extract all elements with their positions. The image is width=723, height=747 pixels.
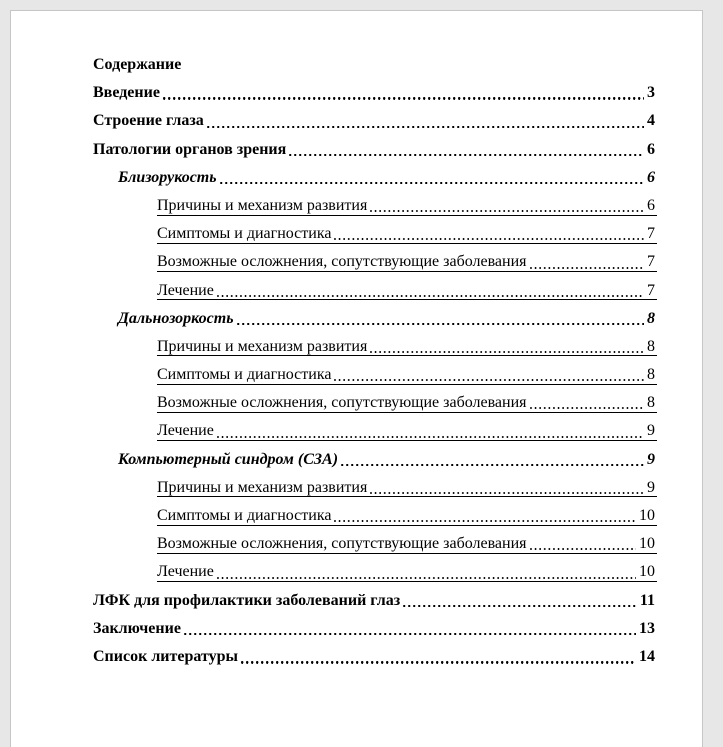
- toc-page-number: 13: [639, 619, 655, 637]
- toc-entry-label: Возможные осложнения, сопутствующие заболевания: [157, 253, 527, 271]
- toc-page-number: 7: [647, 281, 655, 299]
- toc-entry-label: Лечение: [157, 422, 214, 440]
- dot-leader: [370, 474, 644, 502]
- toc-entry-label: Возможные осложнения, сопутствующие заболевания: [157, 394, 527, 412]
- toc-entry[interactable]: [157, 361, 655, 389]
- toc-entry-label: Дальнозоркость: [118, 309, 234, 327]
- toc-entry-label: Строение глаза: [93, 112, 204, 130]
- toc-entry[interactable]: [118, 164, 655, 192]
- toc-page-number: 14: [639, 647, 655, 665]
- toc-page-number: 10: [639, 507, 655, 524]
- toc-title: Содержание: [93, 56, 182, 73]
- toc-entry[interactable]: [157, 277, 655, 305]
- toc-entry-label: Заключение: [93, 619, 181, 637]
- dot-leader: [334, 220, 644, 248]
- dot-leader: [217, 558, 636, 586]
- toc-entry-label: Введение: [93, 84, 160, 102]
- toc-entry-label: ЛФК для профилактики заболеваний глаз: [93, 591, 401, 609]
- toc-entry[interactable]: [157, 474, 655, 502]
- toc-page-number: 4: [647, 112, 655, 130]
- toc-entry[interactable]: [157, 558, 655, 586]
- toc-page-number: 6: [647, 168, 655, 186]
- document-page: [10, 10, 703, 747]
- table-of-contents: [11, 11, 702, 671]
- toc-entry-label: Патологии органов зрения: [93, 140, 287, 158]
- toc-entry[interactable]: [93, 643, 655, 671]
- toc-entry-label: Причины и механизм развития: [157, 337, 368, 355]
- toc-page-number: 7: [647, 225, 655, 243]
- toc-entry[interactable]: [157, 502, 655, 530]
- dot-leader: [334, 502, 636, 530]
- toc-page-number: 8: [647, 394, 655, 412]
- toc-entry[interactable]: [118, 446, 655, 474]
- toc-entry[interactable]: [93, 587, 655, 615]
- toc-entry-label: Симптомы и диагностика: [157, 366, 332, 384]
- dot-leader: [220, 164, 644, 192]
- toc-entry-label: Возможные осложнения, сопутствующие заболевания: [157, 535, 527, 553]
- dot-leader: [530, 530, 636, 558]
- toc-entry-label: Лечение: [157, 281, 214, 299]
- toc-page-number: 8: [647, 337, 655, 355]
- toc-page-number: 7: [647, 253, 655, 271]
- toc-page-number: 9: [647, 478, 655, 496]
- toc-entry[interactable]: [157, 220, 655, 248]
- toc-entry[interactable]: [93, 136, 655, 164]
- toc-entry[interactable]: [157, 389, 655, 417]
- dot-leader: [530, 389, 644, 417]
- toc-entry[interactable]: [118, 305, 655, 333]
- toc-page-number: 3: [647, 84, 655, 102]
- dot-leader: [217, 417, 644, 445]
- dot-leader: [237, 305, 644, 333]
- dot-leader: [341, 446, 644, 474]
- toc-page-number: 8: [647, 366, 655, 384]
- toc-entry[interactable]: [157, 248, 655, 276]
- toc-entry-label: Причины и механизм развития: [157, 478, 368, 496]
- toc-list: [93, 79, 655, 671]
- toc-entry[interactable]: [93, 615, 655, 643]
- toc-entry-label: Список литературы: [93, 647, 238, 665]
- toc-entry-label: Причины и механизм развития: [157, 196, 368, 214]
- toc-entry-label: Симптомы и диагностика: [157, 225, 332, 243]
- dot-leader: [207, 107, 644, 135]
- dot-leader: [370, 333, 644, 361]
- dot-leader: [241, 643, 636, 671]
- dot-leader: [289, 136, 644, 164]
- toc-entry[interactable]: [157, 530, 655, 558]
- dot-leader: [334, 361, 644, 389]
- toc-page-number: 6: [647, 196, 655, 214]
- toc-entry-label: Близорукость: [118, 168, 217, 186]
- toc-page-number: 6: [647, 140, 655, 158]
- dot-leader: [530, 248, 644, 276]
- dot-leader: [184, 615, 636, 643]
- toc-entry[interactable]: [157, 192, 655, 220]
- toc-page-number: 10: [639, 563, 655, 581]
- toc-entry[interactable]: [157, 417, 655, 445]
- toc-entry[interactable]: [157, 333, 655, 361]
- dot-leader: [163, 79, 644, 107]
- toc-entry-label: Симптомы и диагностика: [157, 507, 332, 524]
- toc-page-number: 9: [647, 450, 655, 468]
- dot-leader: [370, 192, 644, 220]
- dot-leader: [403, 587, 637, 615]
- toc-entry[interactable]: [93, 107, 655, 135]
- toc-page-number: 9: [647, 422, 655, 440]
- toc-page-number: 11: [639, 591, 655, 609]
- toc-page-number: 8: [647, 309, 655, 327]
- toc-entry[interactable]: [93, 79, 655, 107]
- toc-entry-label: Компьютерный синдром (СЗА): [118, 450, 339, 468]
- toc-entry-label: Лечение: [157, 563, 214, 581]
- dot-leader: [217, 277, 644, 305]
- toc-page-number: 10: [639, 535, 655, 553]
